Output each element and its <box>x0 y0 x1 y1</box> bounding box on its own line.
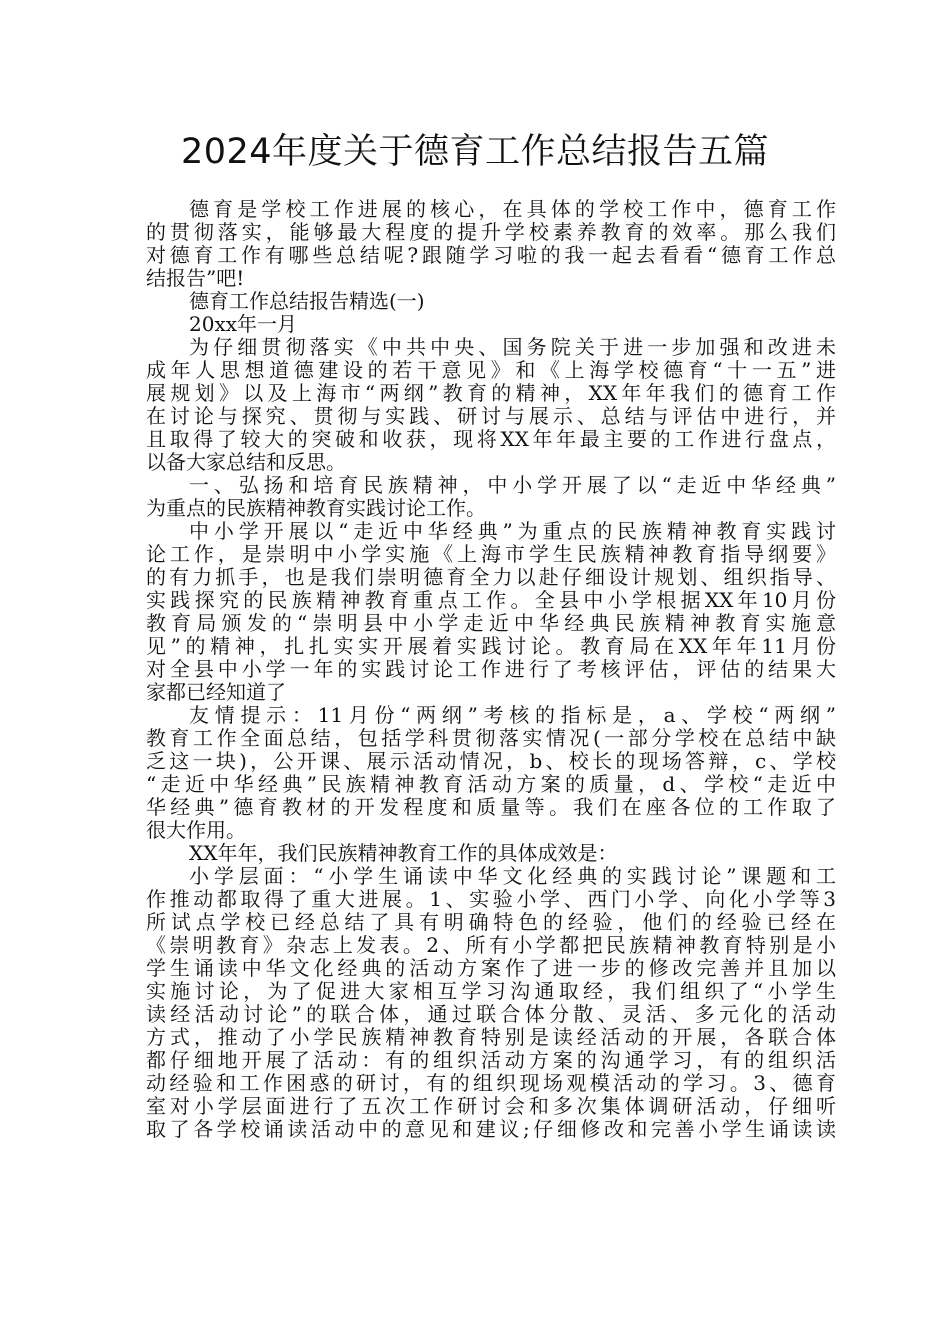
paragraph-line: 实施讨论，为了促进大家相互学习沟通取经，我们组织了“小学生 <box>146 979 836 1003</box>
paragraph-line: 动经验和工作困惑的研讨，有的组织现场观模活动的学习。3、德育 <box>146 1071 836 1095</box>
paragraph-line: 对全县中小学一年的实践讨论工作进行了考核评估，评估的结果大 <box>146 657 836 681</box>
document-body <box>146 198 836 1141</box>
paragraph-line: 的贯彻落实，能够最大程度的提升学校素养教育的效率。那么我们 <box>146 220 836 244</box>
paragraph-line: 结报告”吧! <box>146 266 245 290</box>
paragraph-line: 以备大家总结和反思。 <box>146 450 346 474</box>
paragraph-line: 华经典”德育教材的开发程度和质量等。我们在座各位的工作取了 <box>146 795 836 819</box>
paragraph-line: 在讨论与探究、贯彻与实践、研讨与展示、总结与评估中进行，并 <box>146 404 836 428</box>
paragraph-line: “走近中华经典”民族精神教育活动方案的质量，d、学校“走近中 <box>146 772 836 796</box>
paragraph-line: 所试点学校已经总结了具有明确特色的经验，他们的经验已经在 <box>146 910 836 934</box>
paragraph-line: 论工作，是崇明中小学实施《上海市学生民族精神教育指导纲要》 <box>146 542 836 566</box>
document-title: 2024年度关于德育工作总结报告五篇 <box>180 132 770 172</box>
paragraph-line: 一、弘扬和培育民族精神，中小学开展了以“走近中华经典” <box>189 473 836 497</box>
paragraph-line: XX年年，我们民族精神教育工作的具体成效是： <box>189 841 618 865</box>
paragraph-line: 教育工作全面总结，包括学科贯彻落实情况(一部分学校在总结中缺 <box>146 726 836 750</box>
paragraph-line: 中小学开展以“走近中华经典”为重点的民族精神教育实践讨 <box>189 519 836 543</box>
paragraph-line: 《崇明教育》杂志上发表。2、所有小学都把民族精神教育特别是小 <box>146 933 836 957</box>
paragraph-line: 见”的精神，扎扎实实开展着实践讨论。教育局在XX年年11月份 <box>146 634 836 658</box>
paragraph-line: 友情提示：11月份“两纲”考核的指标是，a、学校“两纲” <box>189 703 836 727</box>
paragraph-line: 小学层面：“小学生诵读中华文化经典的实践讨论”课题和工 <box>189 864 836 888</box>
date-line: 20xx年一月 <box>189 312 298 336</box>
paragraph-line: 读经活动讨论”的联合体，通过联合体分散、灵活、多元化的活动 <box>146 1002 836 1026</box>
paragraph-line: 成年人思想道德建设的若干意见》和《上海学校德育“十一五”进 <box>146 358 836 382</box>
paragraph-line: 乏这一块)，公开课、展示活动情况，b、校长的现场答辩，c、学校 <box>146 749 836 773</box>
paragraph-line: 且取得了较大的突破和收获，现将XX年年最主要的工作进行盘点， <box>146 427 836 451</box>
paragraph-line: 为仔细贯彻落实《中共中央、国务院关于进一步加强和改进未 <box>189 335 836 359</box>
paragraph-line: 方式，推动了小学民族精神教育特别是读经活动的开展，各联合体 <box>146 1025 836 1049</box>
paragraph-line: 都仔细地开展了活动：有的组织活动方案的沟通学习，有的组织活 <box>146 1048 836 1072</box>
paragraph-line: 实践探究的民族精神教育重点工作。全县中小学根据XX年10月份 <box>146 588 836 612</box>
section-heading: 德育工作总结报告精选(一) <box>189 289 425 313</box>
paragraph-line: 学生诵读中华文化经典的活动方案作了进一步的修改完善并且加以 <box>146 956 836 980</box>
paragraph-line: 家都已经知道了 <box>146 680 286 704</box>
paragraph-line: 为重点的民族精神教育实践讨论工作。 <box>146 496 486 520</box>
paragraph-line: 的有力抓手，也是我们崇明德育全力以赴仔细设计规划、组织指导、 <box>146 565 836 589</box>
paragraph-line: 对德育工作有哪些总结呢?跟随学习啦的我一起去看看“德育工作总 <box>146 243 836 267</box>
paragraph-line: 教育局颁发的“崇明县中小学走近中华经典民族精神教育实施意 <box>146 611 836 635</box>
paragraph-line: 室对小学层面进行了五次工作研讨会和多次集体调研活动，仔细听 <box>146 1094 836 1118</box>
paragraph-line: 很大作用。 <box>146 818 246 842</box>
paragraph-line: 德育是学校工作进展的核心，在具体的学校工作中，德育工作 <box>189 197 836 221</box>
paragraph-line: 取了各学校诵读活动中的意见和建议;仔细修改和完善小学生诵读读 <box>146 1117 836 1141</box>
paragraph-line: 展规划》以及上海市“两纲”教育的精神，XX年年我们的德育工作 <box>146 381 836 405</box>
paragraph-line: 作推动都取得了重大进展。1、实验小学、西门小学、向化小学等3 <box>146 887 836 911</box>
